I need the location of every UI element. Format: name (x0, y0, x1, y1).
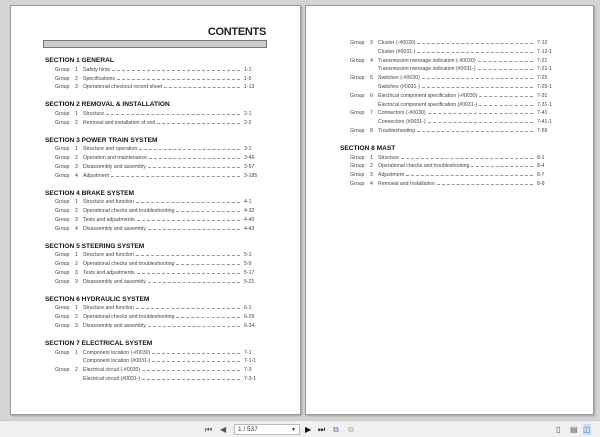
page-ref: 3-185 (244, 172, 258, 179)
group-label: Group (55, 314, 70, 321)
entry-title: Structure and function (83, 199, 134, 206)
group-number: 3 (75, 322, 78, 329)
entry-title: Electrical component specification (#0031-) (378, 101, 478, 108)
toc-entry[interactable] (340, 101, 553, 110)
page-ref: 1-5 (244, 75, 252, 82)
leader-dots (111, 172, 240, 177)
toc-entry[interactable] (45, 269, 260, 278)
group-number: 2 (75, 314, 78, 321)
toc-entry[interactable] (45, 66, 260, 75)
page-ref: 6-34 (244, 322, 255, 329)
page-ref: 7-41 (537, 110, 548, 117)
group-number: 1 (75, 66, 78, 73)
group-label: Group (350, 110, 365, 117)
toc-entry[interactable] (340, 118, 553, 127)
page-ref: 7-21-1 (537, 66, 552, 73)
entry-title: Operational checks and troubleshooting (83, 314, 175, 321)
entry-title: Safety hints (83, 66, 111, 73)
page-ref: 2-1 (244, 110, 252, 117)
prev-page-icon[interactable]: ◀ (220, 425, 227, 434)
group-number: 1 (75, 349, 78, 356)
page-ref: 8-4 (537, 163, 545, 170)
entry-title: Switches (#0031-) (378, 83, 420, 90)
group-label: Group (350, 172, 365, 179)
toc-entry[interactable] (340, 162, 553, 171)
page-ref: 7-3 (244, 367, 252, 374)
group-number: 2 (75, 155, 78, 162)
entry-title: Electrical component specification (-#0030) (378, 92, 478, 99)
group-number: 3 (370, 40, 373, 46)
toc-entry[interactable] (340, 127, 553, 136)
group-label: Group (55, 146, 70, 153)
group-number (370, 48, 378, 57)
page-ref: 5-21 (244, 278, 255, 285)
toc-entry[interactable] (45, 110, 260, 119)
leader-dots (142, 375, 240, 380)
group-label: Group (350, 163, 365, 170)
page-ref: 7-59 (537, 127, 548, 134)
leader-dots (137, 269, 240, 274)
title-bar (43, 40, 267, 48)
leader-dots (148, 225, 240, 230)
group-label: Group (55, 252, 70, 259)
leader-dots (137, 216, 240, 221)
toc-entry[interactable] (340, 92, 553, 101)
leader-dots (478, 57, 533, 62)
entry-title: Structure (378, 154, 400, 161)
group-number: 1 (75, 146, 78, 153)
group-label (340, 65, 370, 74)
page-ref: 3-57 (244, 163, 255, 170)
toc-right (340, 39, 553, 189)
toc-entry[interactable] (340, 74, 553, 83)
leader-dots (112, 66, 240, 71)
group-number: 4 (370, 57, 373, 64)
toc-entry[interactable] (45, 357, 260, 366)
toc-entry[interactable] (45, 260, 260, 269)
leader-dots (176, 207, 240, 212)
page-title: CONTENTS (207, 26, 266, 38)
leader-dots (148, 163, 240, 168)
group-label (340, 118, 370, 127)
leader-dots (157, 119, 240, 124)
toc-entry[interactable] (45, 322, 260, 331)
toc-entry[interactable] (45, 349, 260, 358)
entry-title: Tests and adjustments (83, 216, 135, 223)
entry-title: Tests and adjustments (83, 269, 135, 276)
entry-title: Transmission message indication (-#0030) (378, 57, 476, 64)
group-label: Group (350, 154, 365, 161)
group-number: 3 (75, 163, 78, 170)
group-number: 4 (75, 172, 78, 179)
group-label: Group (55, 305, 70, 312)
group-number: 7 (370, 110, 373, 117)
group-label: Group (55, 278, 70, 285)
entry-title: Adjustment (378, 172, 404, 179)
group-number (75, 357, 83, 366)
section-heading: SECTION 2 REMOVAL & INSTALLATION (45, 101, 170, 109)
page-ref: 4-1 (244, 199, 252, 206)
two-page-view-icon[interactable]: ◫ (583, 425, 591, 434)
page-ref: 7-12 (537, 40, 548, 46)
group-label: Group (55, 269, 70, 276)
entry-title: Structure and operation (83, 146, 138, 153)
page-indicator: 1 / 537 (238, 426, 258, 433)
toc-entry[interactable] (45, 83, 260, 92)
page-ref: 5-1 (244, 252, 252, 259)
page-ref: 3-46 (244, 155, 255, 162)
group-label: Group (55, 367, 70, 374)
group-label: Group (55, 75, 70, 82)
entry-title: Disassembly and assembly (83, 225, 146, 232)
group-number: 3 (75, 216, 78, 223)
entry-title: Component location (#0031-) (83, 358, 151, 365)
group-number: 2 (75, 75, 78, 82)
toc-entry[interactable] (340, 171, 553, 180)
group-label (45, 375, 75, 384)
page-ref: 8-1 (537, 154, 545, 161)
page-ref: 7-25 (537, 75, 548, 82)
leader-dots (164, 83, 240, 88)
leader-dots (417, 48, 533, 53)
page-ref: 1-1 (244, 66, 252, 73)
page-ref: 4-40 (244, 216, 255, 223)
group-label (340, 83, 370, 92)
entry-title: Removal and installation of unit (83, 119, 156, 126)
toc-entry[interactable] (45, 366, 260, 375)
page-ref: 3-1 (244, 146, 252, 153)
page-ref: 5-9 (244, 261, 252, 268)
toc-entry[interactable] (45, 145, 260, 154)
page-ref: 7-21 (537, 57, 548, 64)
copy-icon[interactable]: ⧉ (333, 425, 339, 434)
entry-title: Disassembly and assembly (83, 278, 146, 285)
entry-title: Cluster (-#0030) (378, 40, 416, 46)
entry-title: Specifications (83, 75, 116, 82)
entry-title: Adjustment (83, 172, 109, 179)
leader-dots (406, 171, 533, 176)
entry-title: Operation and maintenance (83, 155, 148, 162)
group-number: 1 (75, 199, 78, 206)
group-label: Group (55, 349, 70, 356)
entry-title: Electrical circuit (#0031-) (83, 375, 141, 382)
page-ref: 7-12-1 (537, 48, 552, 55)
leader-dots (117, 75, 240, 80)
group-number: 2 (75, 261, 78, 268)
group-label: Group (55, 322, 70, 329)
chevron-down-icon[interactable]: ▼ (291, 427, 296, 433)
page-ref: 4-32 (244, 208, 255, 215)
leader-dots (176, 313, 240, 318)
group-number: 6 (370, 92, 373, 99)
toc-entry[interactable] (45, 75, 260, 84)
leader-dots (136, 251, 240, 256)
toc-entry[interactable] (340, 83, 553, 92)
toc-entry[interactable] (45, 172, 260, 181)
group-label: Group (350, 180, 365, 187)
toc-entry[interactable] (45, 304, 260, 313)
entry-title: Connectors (-#0030) (378, 110, 426, 117)
group-number (370, 65, 378, 74)
leader-dots (422, 83, 533, 88)
toc-entry[interactable] (340, 39, 553, 48)
single-page-view-icon[interactable]: ▯ (556, 425, 561, 434)
group-label: Group (350, 75, 365, 82)
entry-title: Switches (-#0030) (378, 75, 420, 82)
entry-title: Cluster (#0031-) (378, 48, 416, 55)
group-label: Group (55, 172, 70, 179)
group-number (370, 83, 378, 92)
group-number: 8 (370, 127, 373, 134)
toc-entry[interactable] (45, 225, 260, 234)
group-label: Group (55, 199, 70, 206)
page-ref: 7-1-1 (244, 358, 257, 365)
section-heading: SECTION 3 POWER TRAIN SYSTEM (45, 136, 158, 144)
group-label (340, 101, 370, 110)
group-number: 2 (75, 208, 78, 215)
leader-dots (176, 260, 240, 265)
toc-entry[interactable] (340, 57, 553, 66)
page-ref: 2-2 (244, 119, 252, 126)
group-label: Group (55, 225, 70, 232)
page-ref: 1-13 (244, 84, 255, 91)
page-ref: 7-41-1 (537, 119, 552, 126)
group-number (370, 101, 378, 110)
page-ref: 6-29 (244, 314, 255, 321)
page-ref: 7-3-1 (244, 375, 257, 382)
entry-title: Disassembly and assembly (83, 322, 146, 329)
group-label: Group (350, 92, 365, 99)
group-label: Group (55, 66, 70, 73)
group-number: 1 (75, 252, 78, 259)
toc-entry[interactable] (45, 207, 260, 216)
group-number: 1 (370, 154, 373, 161)
group-label: Group (55, 155, 70, 162)
leader-dots (479, 101, 533, 106)
group-label: Group (55, 119, 70, 126)
entry-title: Troubleshooting (378, 127, 416, 134)
entry-title: Structure (83, 110, 105, 117)
group-number: 2 (370, 163, 373, 170)
page-right (305, 5, 594, 415)
section-heading: SECTION 4 BRAKE SYSTEM (45, 189, 135, 197)
group-label: Group (55, 261, 70, 268)
toc-left (45, 57, 260, 384)
leader-dots (428, 118, 533, 123)
entry-title: Component location (-#0030) (83, 349, 151, 356)
group-number: 5 (370, 75, 373, 82)
leader-dots (148, 322, 240, 327)
page-number-input[interactable] (234, 424, 300, 435)
group-label: Group (55, 84, 70, 91)
leader-dots (136, 304, 240, 309)
entry-title: Operational checks and troubleshooting (378, 163, 470, 170)
group-number: 3 (370, 172, 373, 179)
group-number: 1 (75, 110, 78, 117)
toc-entry[interactable] (340, 109, 553, 118)
leader-dots (417, 127, 533, 132)
page-left (10, 5, 301, 415)
group-number: 2 (75, 367, 78, 374)
leader-dots (142, 366, 240, 371)
group-number: 1 (75, 305, 78, 312)
entry-title: Structure and function (83, 252, 134, 259)
page-ref: 4-43 (244, 225, 255, 232)
group-label: Group (55, 163, 70, 170)
toc-entry[interactable] (340, 180, 553, 189)
entry-title: Operational checkout record sheet (83, 84, 163, 91)
entry-title: Transmission message indication (#0031-) (378, 66, 476, 73)
section-heading: SECTION 1 GENERAL (45, 57, 114, 64)
page-ref: 5-17 (244, 269, 255, 276)
page-ref: 8-9 (537, 180, 545, 187)
toc-entry[interactable] (340, 65, 553, 74)
entry-title: Disassembly and assembly (83, 163, 146, 170)
entry-title: Removal and Installation (378, 180, 435, 187)
group-label: Group (350, 127, 365, 134)
group-label (340, 48, 370, 57)
toc-entry[interactable] (45, 154, 260, 163)
leader-dots (417, 39, 533, 44)
first-page-icon[interactable]: ⏮ (205, 425, 213, 434)
leader-dots (148, 278, 240, 283)
leader-dots (152, 349, 240, 354)
group-number (370, 118, 378, 127)
leader-dots (106, 110, 240, 115)
toc-entry[interactable] (340, 154, 553, 163)
group-label: Group (350, 57, 365, 64)
toc-entry[interactable] (45, 251, 260, 260)
section-heading: SECTION 6 HYDRAULIC SYSTEM (45, 295, 150, 303)
toc-entry[interactable] (340, 48, 553, 57)
leader-dots (428, 109, 533, 114)
page-ref: 7-31 (537, 92, 548, 99)
toc-entry[interactable] (45, 119, 260, 128)
page-ref: 7-25-1 (537, 83, 552, 90)
entry-title: Electrical circuit (-#0030) (83, 367, 141, 374)
next-page-icon[interactable]: ▶ (305, 425, 312, 434)
group-number (75, 375, 83, 384)
leader-dots (479, 92, 533, 97)
leader-dots (471, 162, 533, 167)
group-number: 3 (75, 84, 78, 91)
leader-dots (422, 74, 533, 79)
entry-title: Connectors (#0031-) (378, 119, 426, 126)
group-number: 3 (75, 269, 78, 276)
group-number: 3 (75, 278, 78, 285)
leader-dots (136, 198, 240, 203)
entry-title: Operational checks and troubleshooting (83, 208, 175, 215)
group-label (45, 357, 75, 366)
group-number: 4 (370, 180, 373, 187)
continuous-view-icon[interactable]: ▤ (570, 425, 578, 434)
group-number: 4 (75, 225, 78, 232)
toc-entry[interactable] (45, 278, 260, 287)
toc-entry[interactable] (45, 313, 260, 322)
leader-dots (437, 180, 533, 185)
group-label: Group (350, 40, 365, 46)
group-label: Group (55, 110, 70, 117)
toc-entry[interactable] (45, 163, 260, 172)
group-label: Group (55, 216, 70, 223)
page-ref: 6-1 (244, 305, 252, 312)
page-ref: 7-1 (244, 349, 252, 356)
section-heading: SECTION 5 STEERING SYSTEM (45, 242, 145, 250)
page-ref: 7-31-1 (537, 101, 552, 108)
leader-dots (149, 154, 240, 159)
toolbar (0, 420, 600, 437)
leader-dots (152, 357, 240, 362)
last-page-icon[interactable]: ⏭ (318, 425, 326, 434)
leader-dots (401, 154, 533, 159)
section-heading: SECTION 7 ELECTRICAL SYSTEM (45, 339, 153, 347)
page-ref: 8-7 (537, 172, 545, 179)
paste-icon[interactable]: ⧉ (348, 425, 354, 434)
entry-title: Operational checks and troubleshooting (83, 261, 175, 268)
toc-entry[interactable] (45, 198, 260, 207)
toc-entry[interactable] (45, 216, 260, 225)
leader-dots (139, 145, 240, 150)
group-label: Group (55, 208, 70, 215)
section-heading: SECTION 8 MAST (340, 144, 396, 152)
group-number: 2 (75, 119, 78, 126)
leader-dots (478, 65, 533, 70)
toc-entry[interactable] (45, 375, 260, 384)
entry-title: Structure and function (83, 305, 134, 312)
